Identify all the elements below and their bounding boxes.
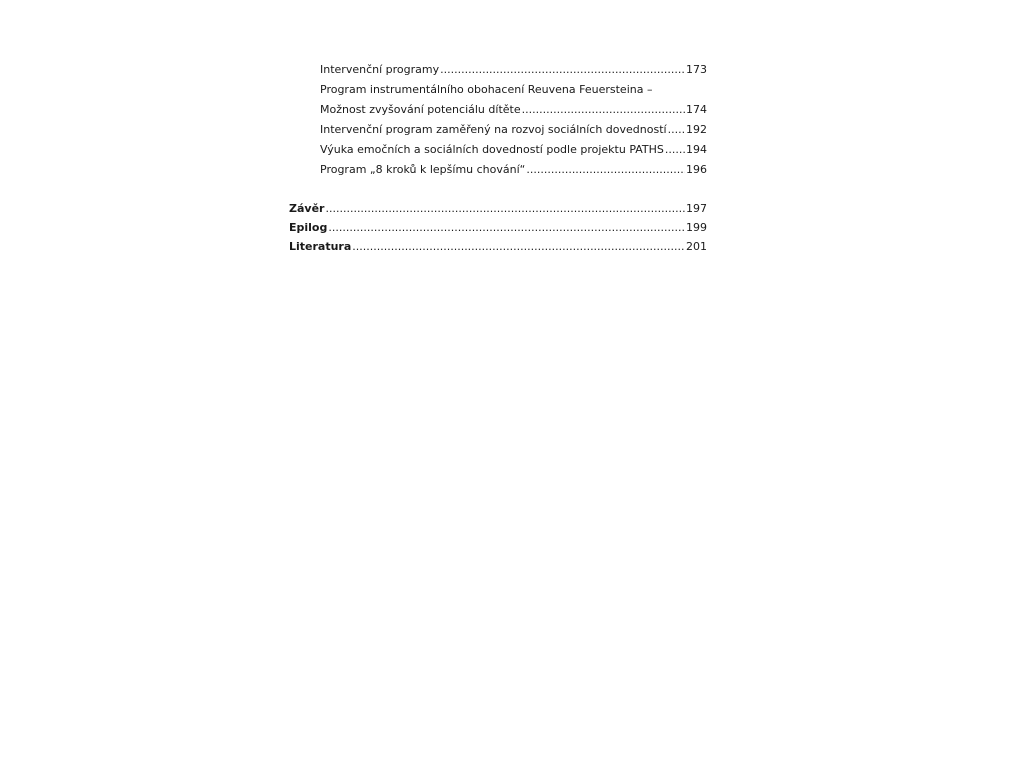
toc-entry-epilog[interactable] (289, 218, 707, 237)
toc-entry-title: Literatura (289, 240, 352, 253)
toc-entry-title: Výuka emočních a sociálních dovedností podle projektu PATHS (320, 143, 664, 156)
toc-dot-leader (668, 120, 685, 140)
toc-entry-title: Intervenční program zaměřený na rozvoj sociálních dovedností (320, 123, 667, 136)
toc-dot-leader (352, 237, 685, 256)
toc-gap (289, 180, 707, 199)
toc-page-number: 194 (686, 143, 707, 156)
toc-entry-paths[interactable] (289, 140, 707, 160)
toc-entry-title-line1[interactable]: Program instrumentálního obohacení Reuvena Feuersteina – (320, 83, 653, 96)
toc-entry-literatura[interactable] (289, 237, 707, 256)
toc-entry-feuerstein[interactable] (289, 100, 707, 120)
toc-page-number: 192 (686, 123, 707, 136)
toc-entry-title: Závěr (289, 202, 325, 215)
toc-page-number: 201 (686, 240, 707, 253)
toc-dot-leader (522, 100, 685, 120)
toc-entry-zaver[interactable] (289, 199, 707, 218)
toc-entry-socialni-dovednosti[interactable] (289, 120, 707, 140)
table-of-contents (289, 60, 707, 256)
toc-page-number: 174 (686, 103, 707, 116)
toc-entry-title: Program „8 kroků k lepšímu chování“ (320, 163, 526, 176)
toc-dot-leader (328, 218, 685, 237)
toc-page-number: 197 (686, 202, 707, 215)
toc-page-number: 173 (686, 63, 707, 76)
toc-dot-leader (665, 140, 685, 160)
toc-dot-leader (325, 199, 685, 218)
toc-page-number: 196 (686, 163, 707, 176)
toc-entry-title: Epilog (289, 221, 328, 234)
toc-entry-title: Intervenční programy (320, 63, 440, 76)
toc-entry-title: Možnost zvyšování potenciálu dítěte (320, 103, 521, 116)
toc-dot-leader (440, 60, 685, 80)
toc-entry-intervencni-programy[interactable] (289, 60, 707, 80)
toc-dot-leader (526, 160, 685, 180)
toc-page-number: 199 (686, 221, 707, 234)
toc-entry-8-kroku[interactable] (289, 160, 707, 180)
